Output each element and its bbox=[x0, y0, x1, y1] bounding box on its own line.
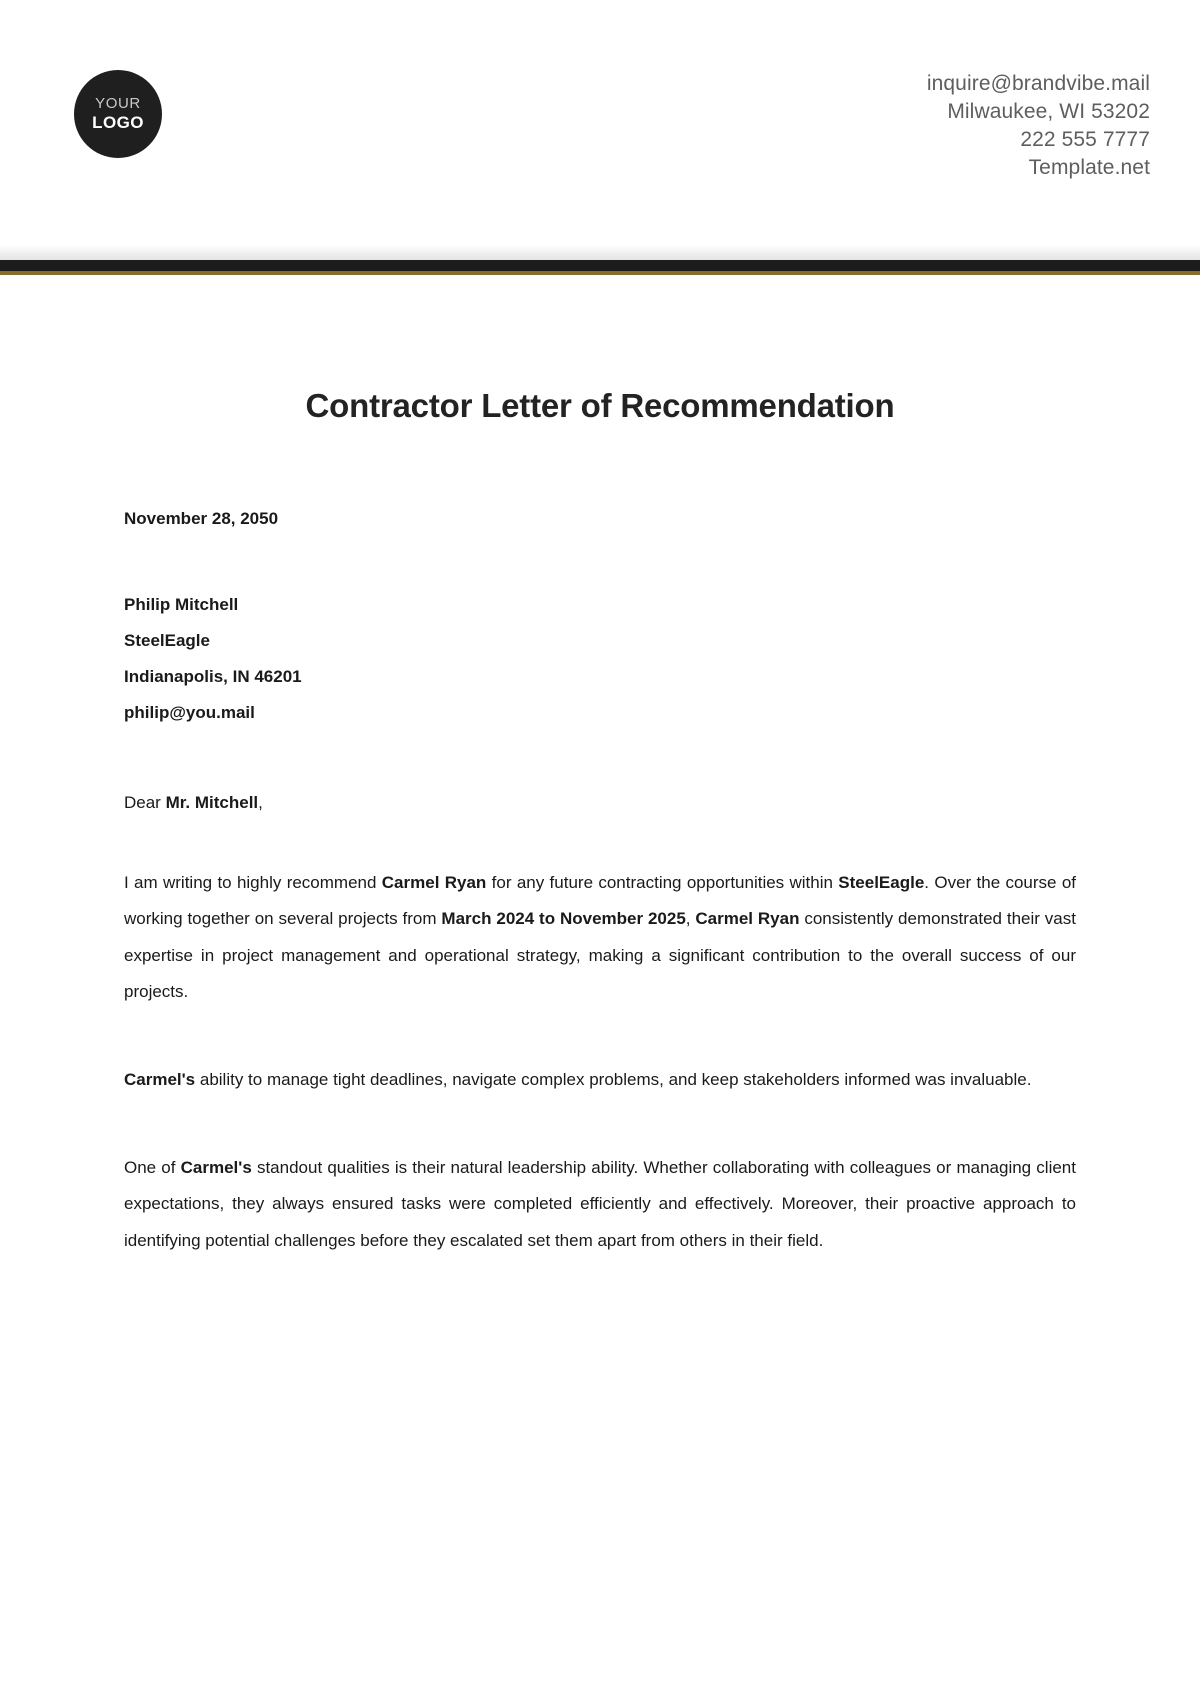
paragraph-text: . Over the course of working together on several projects from bbox=[124, 873, 1076, 929]
paragraph-text: consistently demonstrated their vast expertise in project management and operational strategy, making a significant contribution to the overall success of our projects. bbox=[124, 909, 1076, 1001]
contact-website: Template.net bbox=[1028, 155, 1150, 179]
paragraph-text: ability to manage tight deadlines, navigate complex problems, and keep stakeholders informed was invaluable. bbox=[195, 1069, 1032, 1089]
logo-line-your: YOUR bbox=[95, 95, 141, 113]
body-paragraph bbox=[124, 865, 1076, 1010]
divider-gold-accent bbox=[0, 271, 1200, 275]
letter-date: November 28, 2050 bbox=[124, 509, 279, 528]
divider-shadow-fade bbox=[0, 236, 1200, 260]
divider-dark-bar bbox=[0, 260, 1200, 271]
emphasis-text: SteelEagle bbox=[838, 873, 925, 893]
recipient-email: philip@you.mail bbox=[124, 703, 255, 723]
paragraph-text: for any future contracting opportunities within bbox=[486, 873, 839, 893]
recipient-block bbox=[124, 587, 1076, 731]
emphasis-text: Carmel's bbox=[180, 1158, 252, 1178]
letter-body bbox=[0, 387, 1200, 1259]
paragraph-text: One of bbox=[124, 1158, 181, 1178]
paragraph-text: , bbox=[685, 909, 696, 929]
emphasis-text: March 2024 to November 2025 bbox=[441, 909, 686, 929]
salutation-suffix: , bbox=[258, 793, 263, 813]
body-paragraph bbox=[124, 1150, 1076, 1259]
contact-block bbox=[927, 62, 1150, 182]
emphasis-text: Carmel's bbox=[124, 1069, 196, 1089]
company-logo bbox=[74, 70, 162, 158]
paragraph-text: I am writing to highly recommend bbox=[124, 873, 382, 893]
letter-paragraphs bbox=[124, 865, 1076, 1259]
emphasis-text: Carmel Ryan bbox=[695, 909, 800, 929]
page-title: Contractor Letter of Recommendation bbox=[305, 387, 895, 424]
recipient-name: Philip Mitchell bbox=[124, 595, 239, 614]
emphasis-text: Carmel Ryan bbox=[381, 873, 487, 893]
letterhead-header bbox=[0, 0, 1200, 200]
paragraph-text: standout qualities is their natural leadership ability. Whether collaborating with colleagues or managing client expectations, they always ensured tasks were completed efficiently and effectively. Moreover, their proactive approach to identifying potential challenges before they escalated set them apart from others in their field. bbox=[124, 1158, 1076, 1250]
contact-phone: 222 555 7777 bbox=[1020, 127, 1150, 151]
salutation-line bbox=[124, 793, 1076, 813]
salutation-name: Mr. Mitchell bbox=[165, 793, 259, 813]
header-divider bbox=[0, 236, 1200, 275]
logo-line-logo: LOGO bbox=[92, 112, 144, 132]
body-paragraph bbox=[124, 1062, 1076, 1098]
contact-address: Milwaukee, WI 53202 bbox=[947, 99, 1150, 123]
recipient-company: SteelEagle bbox=[124, 631, 210, 651]
contact-email: inquire@brandvibe.mail bbox=[926, 72, 1150, 95]
salutation-prefix: Dear bbox=[124, 793, 166, 813]
recipient-address: Indianapolis, IN 46201 bbox=[124, 667, 302, 687]
